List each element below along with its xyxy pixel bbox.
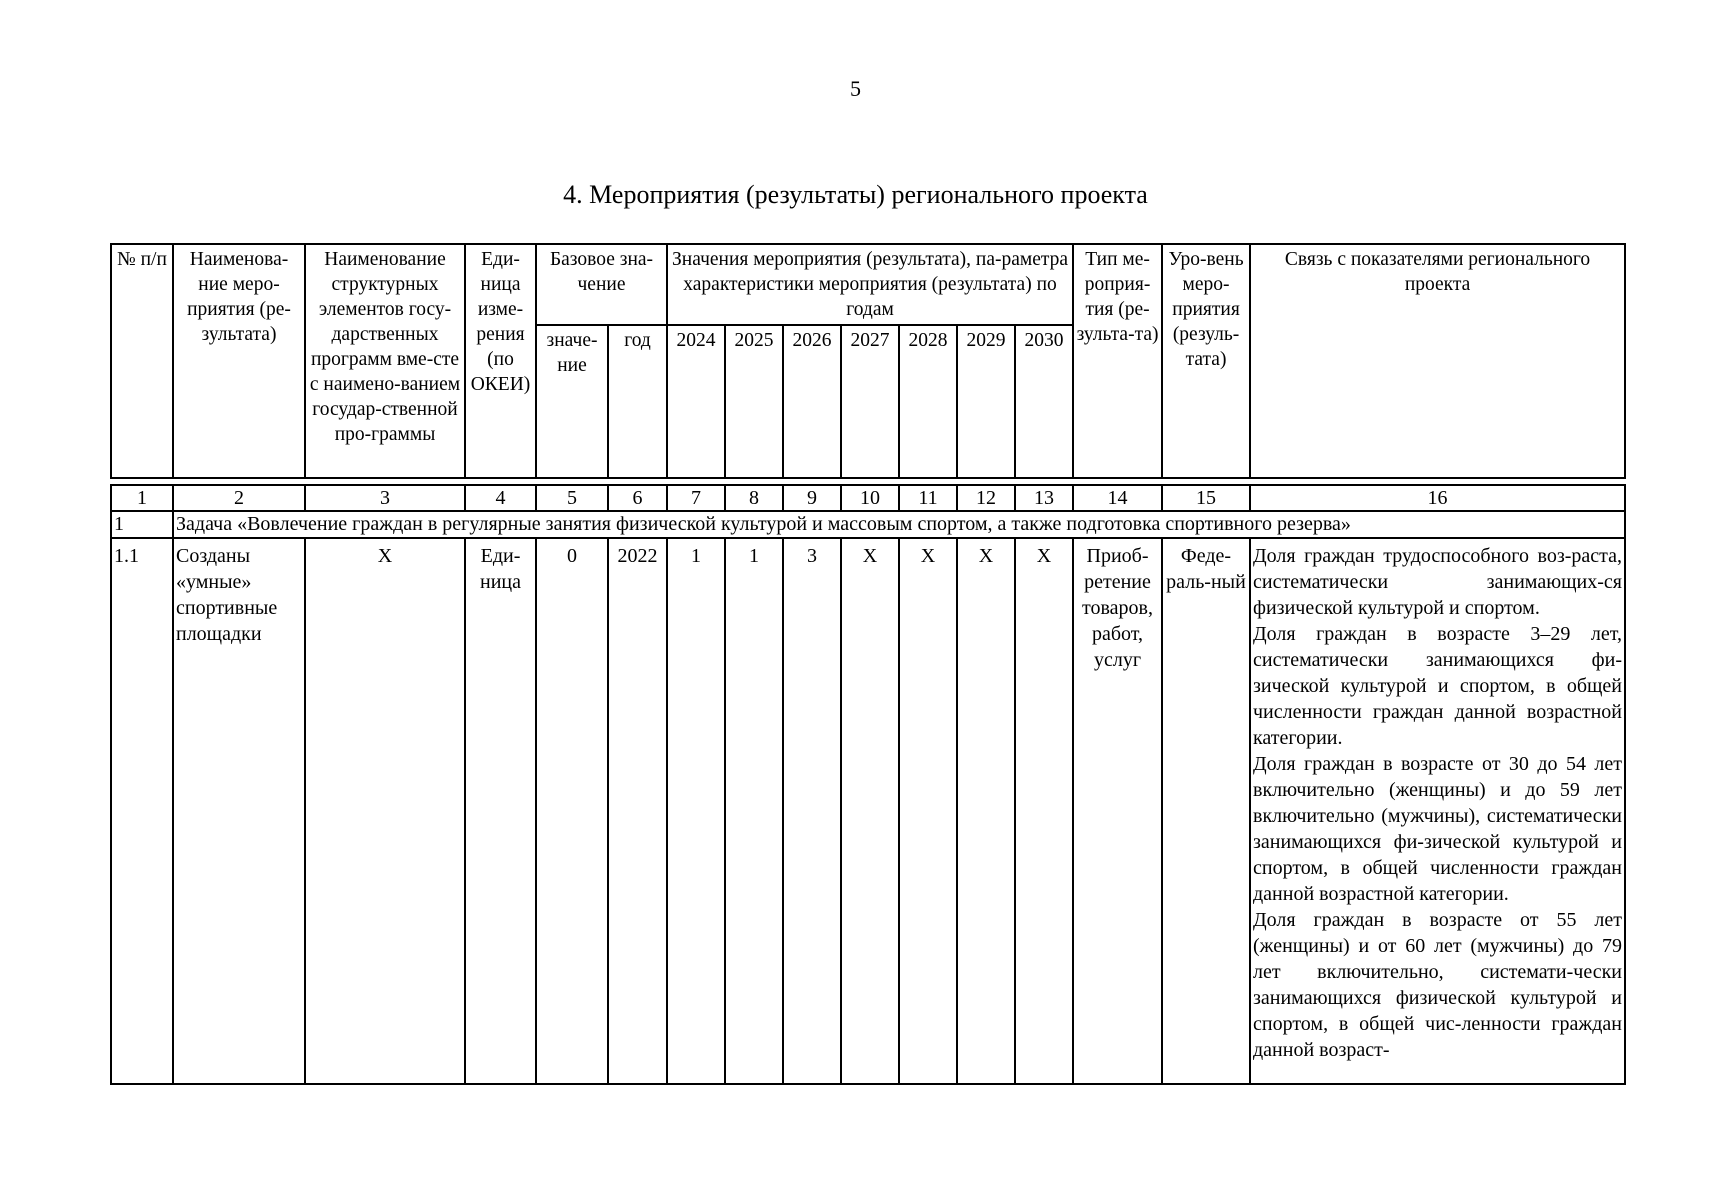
header-type: Тип ме-роприя-тия (ре-зульта-та) [1073,244,1162,478]
header-values: Значения мероприятия (результата), па-раметра характеристики мероприятия (результата) по годам [667,244,1073,325]
column-number: 7 [667,485,725,511]
header-year: 2029 [957,325,1015,478]
column-number: 8 [725,485,783,511]
page-number: 5 [850,76,861,101]
column-number: 12 [957,485,1015,511]
column-number: 15 [1162,485,1250,511]
column-number: 13 [1015,485,1073,511]
row-value-2026: 3 [783,538,841,1084]
indicator-link: Доля граждан трудоспособного воз-раста, систематически занимающих-ся физической культурой и спортом. [1253,545,1622,619]
column-number: 10 [841,485,899,511]
row-unit: Еди-ница [465,538,536,1084]
header-level: Уро-вень меро-приятия (резуль-тата) [1162,244,1250,478]
row-level: Феде-раль-ный [1162,538,1250,1084]
task-row [111,511,1625,538]
header-base-year: год [608,325,667,478]
header-unit: Еди-ница изме-рения (по ОКЕИ) [465,244,536,478]
indicator-link: Доля граждан в возрасте от 55 лет (женщины) и от 60 лет (мужчины) до 79 лет включительно, системати-чески занимающихся физической культурой и спортом, в общей чис-ленности граждан данной возраст- [1253,909,1622,1061]
task-number: 1 [111,511,173,538]
column-numbers-row [111,485,1625,511]
column-number: 3 [305,485,465,511]
row-name: Созданы «умные» спортивные площадки [173,538,305,1084]
header-base-value: значе-ние [536,325,608,478]
header-num: № п/п [111,244,173,478]
row-number: 1.1 [111,538,173,1084]
row-struct: X [305,538,465,1084]
column-number: 11 [899,485,957,511]
header-year: 2024 [667,325,725,478]
column-number: 4 [465,485,536,511]
column-number: 16 [1250,485,1625,511]
row-value-2028: X [899,538,957,1084]
indicator-link: Доля граждан в возрасте от 30 до 54 лет включительно (женщины) и до 59 лет включительно (мужчины), систематически занимающихся фи-зической культурой и спортом, в общей численности граждан данной возрастной категории. [1253,753,1622,905]
row-base-year: 2022 [608,538,667,1084]
table-header [110,243,1626,479]
header-year: 2025 [725,325,783,478]
indicator-link: Доля граждан в возрасте 3–29 лет, систематически занимающихся фи-зической культурой и спортом, в общей численности граждан данной возрастной категории. [1253,623,1622,749]
row-links [1250,538,1625,1084]
row-value-2030: X [1015,538,1073,1084]
header-year: 2028 [899,325,957,478]
task-text: Задача «Вовлечение граждан в регулярные занятия физической культурой и массовым спортом, а также подготовка спортивного резерва» [173,511,1625,538]
header-struct: Наименование структурных элементов госу-дарственных программ вме-сте с наимено-ванием государ-ственной про-граммы [305,244,465,478]
column-number: 2 [173,485,305,511]
column-number: 9 [783,485,841,511]
row-type: Приоб-ретение товаров, работ, услуг [1073,538,1162,1084]
header-base: Базовое зна-чение [536,244,667,325]
header-year: 2027 [841,325,899,478]
table-body [110,484,1626,1085]
column-number: 6 [608,485,667,511]
table-row [111,538,1625,1084]
row-base-value: 0 [536,538,608,1084]
column-number: 5 [536,485,608,511]
header-name: Наименова-ние меро-приятия (ре-зультата) [173,244,305,478]
row-value-2024: 1 [667,538,725,1084]
row-value-2025: 1 [725,538,783,1084]
column-number: 1 [111,485,173,511]
column-number: 14 [1073,485,1162,511]
row-value-2029: X [957,538,1015,1084]
row-value-2027: X [841,538,899,1084]
header-year: 2030 [1015,325,1073,478]
header-link: Связь с показателями регионального проекта [1250,244,1625,478]
header-year: 2026 [783,325,841,478]
section-title: 4. Мероприятия (результаты) регионального проекта [563,180,1148,209]
